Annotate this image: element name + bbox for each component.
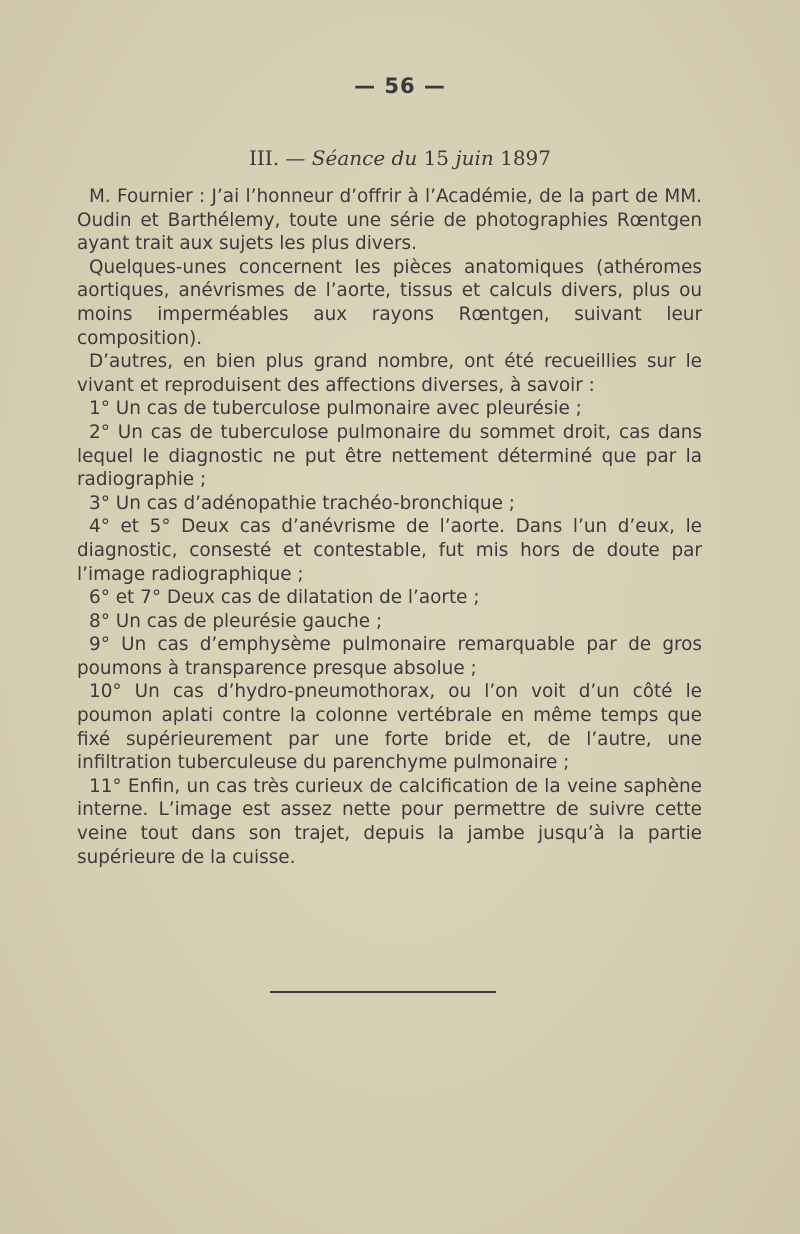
- list-item-9: 9° Un cas d’emphysème pulmonaire remarquable par de gros poumons à transparence presque absolue ;: [77, 634, 702, 679]
- list-item-3: 3° Un cas d’adénopathie trachéo-bronchique ;: [89, 492, 515, 514]
- section-divider: [270, 991, 496, 993]
- session-month: juin: [455, 146, 494, 170]
- session-numeral: III. —: [249, 146, 306, 170]
- list-item-4-5: 4° et 5° Deux cas d’anévrisme de l’aorte. Dans l’un d’eux, le diagnostic, consesté et contestable, fut mis hors de doute par l’image radiographique ;: [77, 516, 702, 585]
- paragraph-presentation: M. Fournier : J’ai l’honneur d’offrir à l’Académie, de la part de MM. Oudin et Barthélemy, toute une série de photographies Rœntgen ayant trait aux sujets les plus divers.: [77, 186, 702, 255]
- paragraph-living-cases: D’autres, en bien plus grand nombre, ont été recueillies sur le vivant et reproduisent des affections diverses, à savoir :: [77, 351, 702, 396]
- list-item-2: 2° Un cas de tuberculose pulmonaire du sommet droit, cas dans lequel le diagnostic ne put être nettement déterminé que par la radiographie ;: [77, 421, 702, 491]
- page-number: — 56 —: [354, 74, 446, 98]
- list-item-1: 1° Un cas de tuberculose pulmonaire avec pleurésie ;: [89, 398, 582, 420]
- list-item-10: 10° Un cas d’hydro-pneumothorax, ou l’on voit d’un côté le poumon aplati contre la colonne vertébrale en même temps que fixé supérieurement par une forte bride et, de l’autre, une infiltration tuberculeuse du parenchyme pulmonaire ;: [77, 681, 702, 774]
- session-day: 15: [423, 146, 450, 170]
- list-item-11: 11° Enfin, un cas très curieux de calcification de la veine saphène interne. L’image est assez nette pour permettre de suivre cette veine tout dans son trajet, depuis la jambe jusqu’à la partie supérieure de la cuisse.: [77, 775, 702, 868]
- paragraph-anatomical-pieces: Quelques-unes concernent les pièces anatomiques (athéromes aortiques, anévrismes de l’aorte, tissus et calculs divers, plus ou moins imperméables aux rayons Rœntgen, suivant leur composition).: [77, 256, 702, 349]
- session-label: Séance du: [311, 146, 418, 170]
- list-item-6-7: 6° et 7° Deux cas de dilatation de l’aorte ;: [89, 587, 480, 609]
- body-text: [77, 185, 702, 869]
- session-title: [0, 146, 800, 170]
- session-year: 1897: [500, 146, 551, 170]
- list-item-8: 8° Un cas de pleurésie gauche ;: [89, 610, 383, 632]
